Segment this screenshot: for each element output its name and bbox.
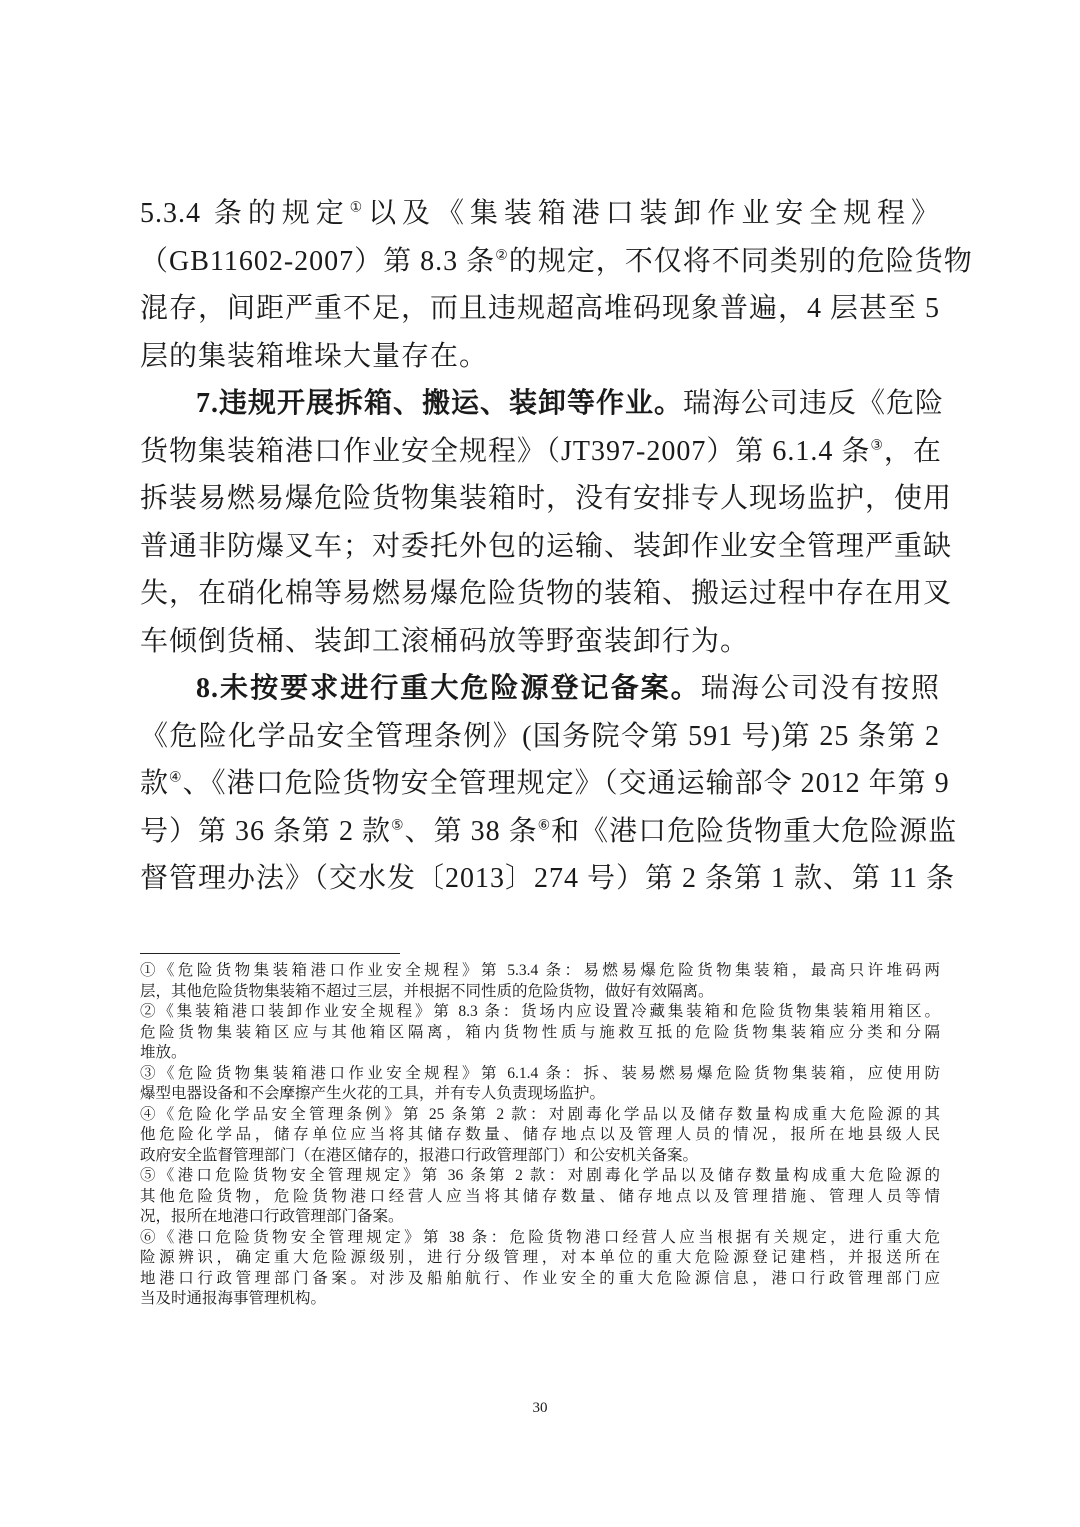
footnote-ref: ② [495, 248, 509, 264]
footnote-line: 险源辨识，确定重大危险源级别，进行分级管理，对本单位的重大危险源登记建档，并报送所在 [140, 1249, 940, 1266]
body-line [140, 665, 940, 713]
footnote-line: 政府安全监督管理部门（在港区储存的，报港口行政管理部门）和公安机关备案。 [140, 1146, 699, 1164]
footnote-ref: ⑥ [537, 818, 552, 834]
footnote-line: 层，其他危险货物集装箱不超过三层，并根据不同性质的危险货物，做好有效隔离。 [140, 982, 714, 1000]
body-line [140, 760, 950, 808]
text-run: 、第 38 条 [404, 815, 538, 847]
footnote-line: ④《危险化学品安全管理条例》第 25 条第 2 款：对剧毒化学品以及储存数量构成重大危险源的其 [140, 1105, 940, 1123]
body-line [140, 808, 958, 856]
text-run: 货物集装箱港口作业安全规程》（JT397-2007）第 6.1.4 条 [140, 435, 871, 467]
page-number: 30 [532, 1400, 548, 1416]
body-line [140, 428, 940, 476]
text-run: 混存，间距严重不足，而且违规超高堆码现象普遍，4 层甚至 5 [140, 293, 941, 324]
footnote-divider [140, 953, 400, 954]
text-run: 以及《集装箱港口装卸作业安全规程》 [368, 198, 940, 229]
text-run: 车倾倒货桶、装卸工滚桶码放等野蛮装卸行为。 [140, 625, 750, 657]
text-run: 督管理办法》（交水发〔2013〕274 号）第 2 条第 1 款、第 11 条 [140, 863, 955, 894]
text-run: 层的集装箱堆垛大量存在。 [140, 340, 489, 372]
footnote-ref: ③ [870, 438, 884, 454]
footnote-line: ①《危险货物集装箱港口作业安全规程》第 5.3.4 条：易燃易爆危险货物集装箱，最高只许堆码两 [140, 962, 940, 979]
footnote-line: ⑥《港口危险货物安全管理规定》第 38 条：危险货物港口经营人应当根据有关规定，进行重大危 [140, 1228, 940, 1246]
text-run: 5.3.4 条的规定 [140, 198, 350, 229]
footnote-ref: ① [349, 200, 369, 216]
footnote-ref: ⑤ [391, 818, 405, 834]
body-line [140, 190, 940, 238]
text-run: （GB11602-2007）第 8.3 条 [140, 245, 496, 277]
footnote-line: ③《危险货物集装箱港口作业安全规程》第 6.1.4 条：拆、装易燃易爆危险货物集装箱，应使用防 [140, 1064, 940, 1082]
section-heading: 7.违规开展拆箱、搬运、装卸等作业。 [196, 388, 684, 419]
text-run: 瑞海公司违反《危险 [683, 388, 945, 419]
body-line [140, 238, 973, 286]
body-line [140, 618, 940, 666]
body-line [140, 475, 953, 523]
body-line [140, 333, 940, 381]
body-line [140, 523, 953, 571]
footnote-line: 爆型电器设备和不会摩擦产生火花的工具，并有专人负责现场监护。 [140, 1085, 606, 1102]
footnote-line: ②《集装箱港口装卸作业安全规程》第 8.3 条：货场内应设置冷藏集装箱和危险货物集装箱用箱区。 [140, 1003, 940, 1020]
body-line [140, 855, 955, 903]
text-run: 号）第 36 条第 2 款 [140, 815, 392, 847]
text-run: 普通非防爆叉车；对委托外包的运输、装卸作业安全管理严重缺 [140, 530, 953, 562]
footnote-line: 危险货物集装箱区应与其他箱区隔离，箱内货物性质与施救互抵的危险货物集装箱应分类和分隔 [140, 1023, 940, 1041]
text-run: 《危险化学品安全管理条例》(国务院令第 591 号)第 25 条第 2 [140, 720, 940, 752]
body-line [140, 570, 953, 618]
footnote-line: 况，报所在地港口行政管理部门备案。 [140, 1208, 404, 1225]
body-line [140, 380, 945, 428]
text-run: 、《港口危险货物安全管理规定》（交通运输部令 2012 年第 9 [182, 768, 950, 799]
footnote-ref: ④ [169, 770, 183, 786]
footnote-line: 当及时通报海事管理机构。 [140, 1290, 327, 1307]
text-run: 瑞海公司没有按照 [700, 673, 940, 704]
footnote-line: 地港口行政管理部门备案。对涉及船舶航行、作业安全的重大危险源信息，港口行政管理部门应 [140, 1269, 940, 1287]
footnote-line: 堆放。 [140, 1044, 187, 1061]
text-run: 和《港口危险货物重大危险源监 [551, 815, 958, 847]
footnote-line: 他危险化学品，储存单位应当将其储存数量、储存地点以及管理人员的情况，报所在地县级人民 [140, 1126, 940, 1143]
text-run: 的规定，不仅将不同类别的危险货物 [508, 245, 973, 277]
text-run: 拆装易燃易爆危险货物集装箱时，没有安排专人现场监护，使用 [140, 483, 953, 514]
text-run: 失，在硝化棉等易燃易爆危险货物的装箱、搬运过程中存在用叉 [140, 578, 953, 609]
footnote-line: 其他危险货物，危险货物港口经营人应当将其储存数量、储存地点以及管理措施、管理人员等情 [140, 1187, 940, 1205]
text-run: 款 [140, 768, 170, 799]
footnote-line: ⑤《港口危险货物安全管理规定》第 36 条第 2 款：对剧毒化学品以及储存数量构成重大危险源的 [140, 1167, 940, 1184]
section-heading: 8.未按要求进行重大危险源登记备案。 [196, 673, 701, 704]
footnotes [140, 961, 940, 1310]
body-line [140, 285, 940, 333]
body-text [140, 190, 973, 903]
body-line [140, 713, 940, 761]
text-run: ，在 [883, 435, 942, 467]
